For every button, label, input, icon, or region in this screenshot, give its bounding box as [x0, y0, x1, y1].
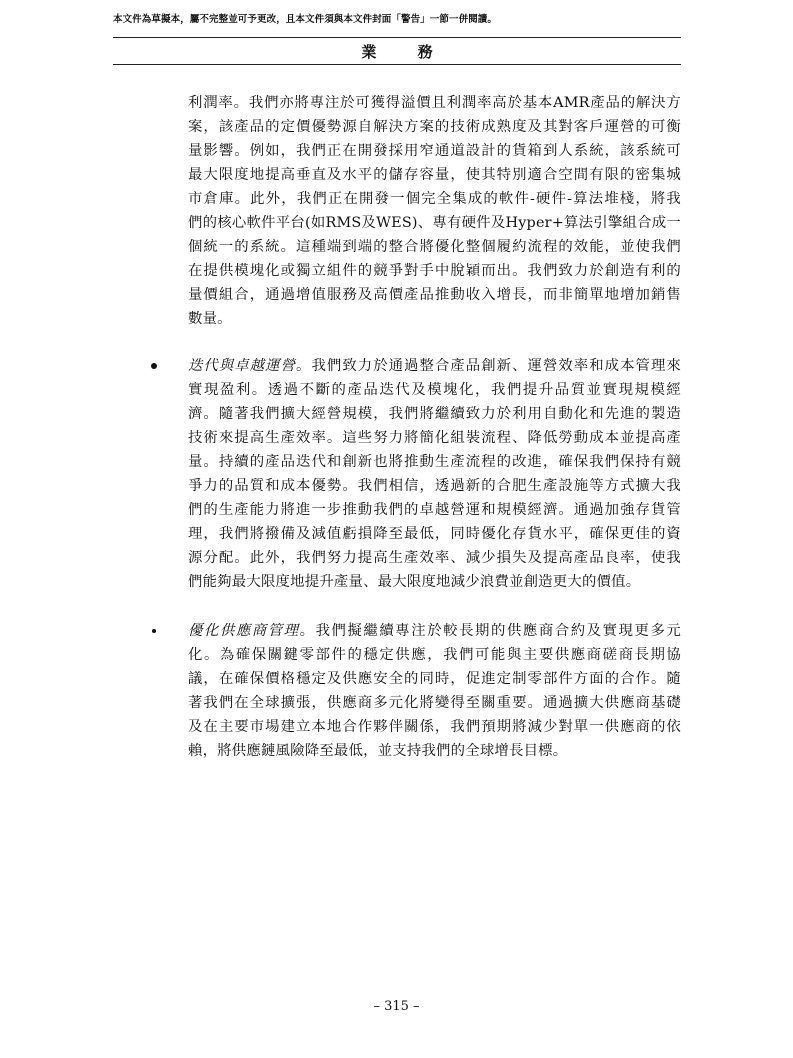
text-line: 數量。 [188, 311, 232, 327]
bullet-paragraph-suppliers [188, 619, 681, 763]
bullet-heading: 迭代與卓越運營 [188, 358, 297, 374]
text-line: 議，在確保價格穩定及供應安全的同時，促進定制零部件方面的合作。隨 [188, 671, 681, 687]
bullet-heading: 優化供應商管理 [188, 623, 300, 639]
text-line: 化。為確保關鍵零部件的穩定供應，我們可能與主要供應商磋商長期協 [188, 647, 681, 663]
text-line: 們的生產能力將進一步推動我們的卓越營運和規模經濟。通過加強存貨管 [188, 502, 681, 518]
text-line: 著我們在全球擴張，供應商多元化將變得至關重要。通過擴大供應商基礎 [188, 695, 681, 711]
section-title: 業 務 [361, 43, 451, 61]
header-rule-top [113, 37, 681, 38]
text-line: 賴，將供應鏈風險降至最低，並支持我們的全球增長目標。 [188, 743, 568, 759]
text-span: 。我們擬繼續專注於較長期的供應商合約及實現更多元 [299, 623, 681, 639]
text-line: 們能夠最大限度地提升產量、最大限度地減少浪費並創造更大的價值。 [188, 574, 641, 590]
text-line [188, 354, 681, 378]
text-line: 理，我們將撥備及減值虧損降至最低，同時優化存貨水平，確保更佳的資 [188, 526, 681, 542]
bullet-paragraph-operations [188, 354, 681, 594]
continuation-paragraph [188, 91, 681, 331]
text-line: 最大限度地提高垂直及水平的儲存容量，使其特別適合空間有限的密集城 [188, 167, 681, 183]
text-line: 量價組合，通過增值服務及高價產品推動收入增長，而非簡單地增加銷售 [188, 287, 681, 303]
text-line: 及在主要市場建立本地合作夥伴關係，我們預期將減少對單一供應商的依 [188, 719, 681, 735]
bullet-marker [152, 629, 156, 633]
text-line: 技術來提高生產效率。這些努力將簡化組裝流程、降低勞動成本並提高產 [188, 430, 681, 446]
text-line [188, 619, 681, 643]
text-line: 源分配。此外，我們努力提高生產效率、減少損失及提高產品良率，使我 [188, 550, 681, 566]
text-line: 案，該產品的定價優勢源自解決方案的技術成熟度及其對客戶運營的可衡 [188, 119, 681, 135]
text-line: 量。持續的產品迭代和創新也將推動生產流程的改進，確保我們保持有競 [188, 454, 681, 470]
text-line: 濟。隨著我們擴大經營規模，我們將繼續致力於利用自動化和先進的製造 [188, 406, 681, 422]
text-line: 在提供模塊化或獨立組件的競爭對手中脫穎而出。我們致力於創造有利的 [188, 263, 681, 279]
header-rule-bottom [113, 64, 681, 65]
text-line: 們的核心軟件平台(如RMS及WES)、專有硬件及Hyper+算法引擎組合成一 [188, 215, 681, 231]
text-line: 利潤率。我們亦將專注於可獲得溢價且利潤率高於基本AMR產品的解決方 [188, 95, 681, 111]
text-span: 。我們致力於通過整合產品創新、運營效率和成本管理來 [296, 358, 681, 374]
text-line: 實現盈利。透過不斷的產品迭代及模塊化，我們提升品質並實現規模經 [188, 382, 681, 398]
bullet-marker [151, 363, 157, 369]
page-number: – 315 – [373, 999, 420, 1014]
text-line: 爭力的品質和成本優勢。我們相信，透過新的合肥生產設施等方式擴大我 [188, 478, 681, 494]
draft-warning: 本文件為草擬本，屬不完整並可予更改，且本文件須與本文件封面「警告」一節一併閱讀。 [113, 14, 498, 25]
text-line: 市倉庫。此外，我們正在開發一個完全集成的軟件-硬件-算法堆棧，將我 [188, 191, 681, 207]
text-line: 量影響。例如，我們正在開發採用窄通道設計的貨箱到人系統，該系統可 [188, 143, 681, 159]
text-line: 個統一的系統。這種端到端的整合將優化整個履約流程的效能，並使我們 [188, 239, 681, 255]
